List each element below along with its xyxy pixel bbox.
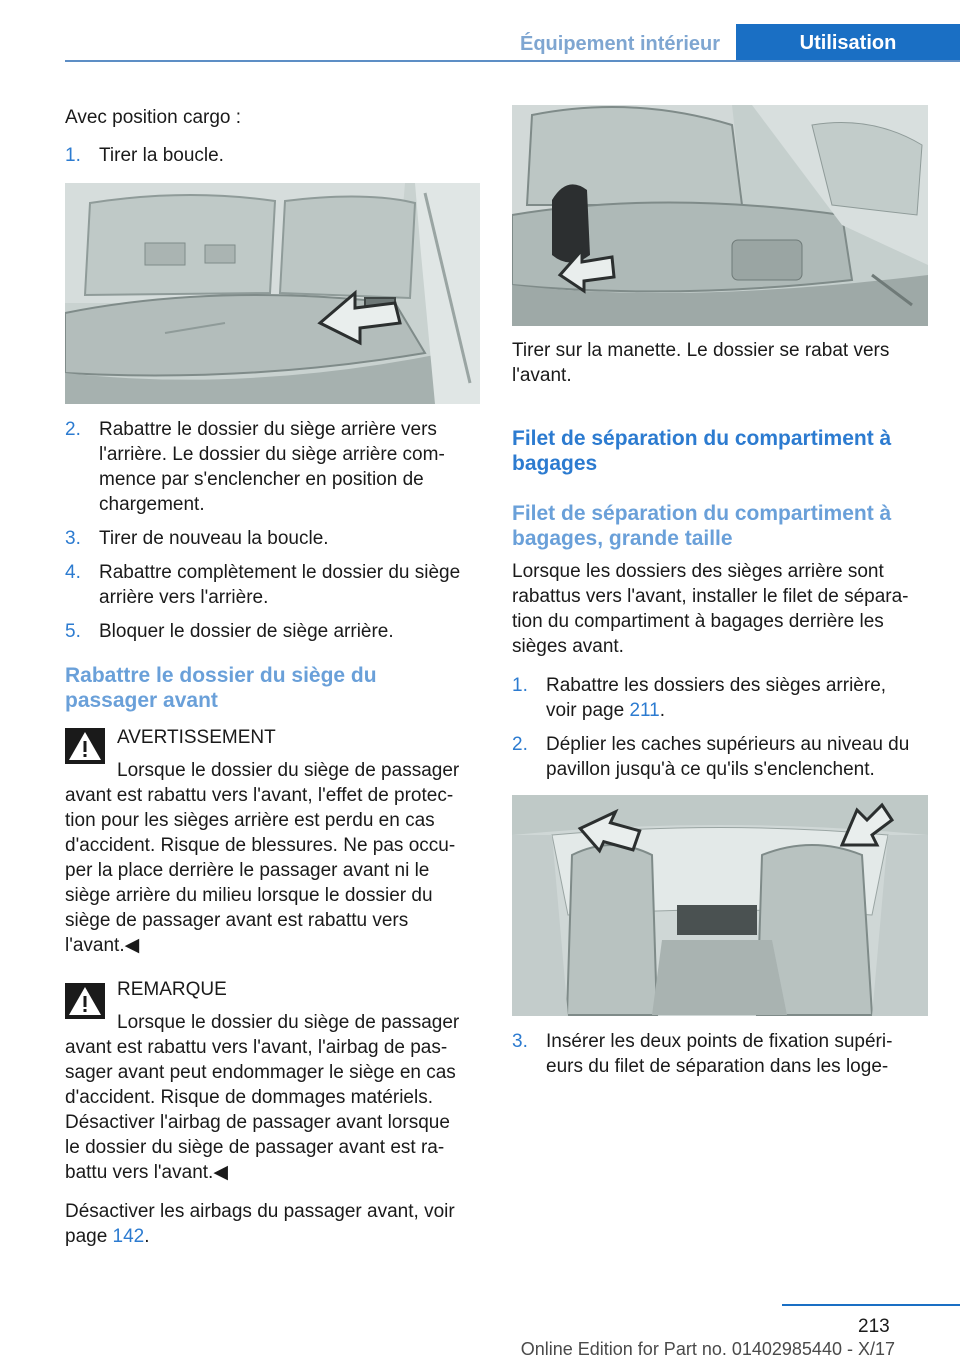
page-link-211[interactable]: 211	[629, 700, 660, 721]
subsection-heading: Filet de séparation du compartiment à bagages, grande taille	[512, 502, 892, 550]
header-chapter-tab[interactable]: Utilisation	[736, 24, 960, 62]
steps-list-right	[512, 673, 928, 782]
list-number: 1.	[65, 145, 81, 166]
caution-triangle-icon	[65, 983, 105, 1019]
list-item	[65, 143, 480, 168]
list-item	[512, 1029, 928, 1079]
footer-rule	[782, 1304, 960, 1306]
footer-edition: Online Edition for Part no. 01402985440 - X/17	[520, 1339, 895, 1359]
rear-seat-buckle-photo	[65, 183, 480, 404]
list-item	[65, 560, 480, 610]
section-heading: Rabattre le dossier du siège du passager avant	[65, 664, 377, 712]
list-number: 2.	[512, 734, 528, 755]
list-item	[65, 526, 480, 551]
intro-text: Avec position cargo :	[65, 107, 242, 128]
photo-caption: Tirer sur la manette. Le dossier se rabat vers l'avant.	[512, 340, 890, 386]
cabin-roof-covers-photo	[512, 795, 928, 1016]
front-seat-lever-photo	[512, 105, 928, 326]
final-paragraph: Désactiver les airbags du passager avant, voir page 142.	[65, 1201, 455, 1247]
note-title: REMARQUE	[117, 979, 227, 1000]
list-text: Rabattre complètement le dossier du siège arrière vers l'arrière.	[99, 562, 461, 608]
list-number: 3.	[65, 528, 81, 549]
list-text: Tirer de nouveau la boucle.	[99, 528, 329, 549]
list-item	[512, 673, 928, 723]
note-line: Lorsque le dossier du siège de passager	[117, 1012, 460, 1033]
body-paragraph: Lorsque les dossiers des sièges arrière sont rabattus vers l'avant, installer le filet de sépara- tion du compartiment à bagages derrière les sièges avant.	[512, 561, 909, 657]
list-number: 5.	[65, 621, 81, 642]
page-number: 213	[858, 1316, 890, 1337]
list-text: Rabattre les dossiers des sièges arrière, voir page 211.	[546, 675, 887, 721]
list-text: Rabattre le dossier du siège arrière vers l'arrière. Le dossier du siège arrière com- mence par s'enclencher en position de chargement.	[99, 419, 445, 515]
list-text: Bloquer le dossier de siège arrière.	[99, 621, 394, 642]
list-item	[65, 619, 480, 644]
steps-list	[65, 417, 480, 644]
list-number: 1.	[512, 675, 528, 696]
header-section-title: Équipement intérieur	[519, 32, 721, 55]
list-text: Insérer les deux points de fixation supéri- eurs du filet de séparation dans les loge-	[546, 1031, 893, 1077]
list-text: Déplier les caches supérieurs au niveau du pavillon jusqu'à ce qu'ils s'enclenchent.	[546, 734, 910, 780]
warning-title: AVERTISSEMENT	[117, 727, 276, 748]
page-link-142[interactable]: 142	[112, 1226, 145, 1247]
list-number: 2.	[65, 419, 81, 440]
warning-line: Lorsque le dossier du siège de passager	[117, 760, 460, 781]
list-item	[65, 417, 480, 517]
warning-body: avant est rabattu vers l'avant, l'effet de protec- tion pour les sièges arrière est perdu en cas d'accident. Risque de blessures. Ne pas occu- per la place derrière le passager avant ni le siège arrière du milieu lorsque le dossier du siège de passager avant est rabattu vers l'avant.◀	[65, 785, 456, 956]
list-item	[512, 732, 928, 782]
warning-triangle-icon	[65, 728, 105, 764]
list-number: 4.	[65, 562, 81, 583]
note-body: avant est rabattu vers l'avant, l'airbag de pas- sager avant peut endommager le siège en cas d'accident. Risque de dommages matériels. Désactiver l'airbag de passager avant lorsque le dossier du siège de passager avant est ra- battu vers l'avant.◀	[65, 1037, 456, 1183]
section-heading: Filet de séparation du compartiment à bagages	[512, 427, 892, 475]
list-text: Tirer la boucle.	[99, 145, 224, 166]
header-rule	[65, 60, 960, 62]
list-number: 3.	[512, 1031, 528, 1052]
